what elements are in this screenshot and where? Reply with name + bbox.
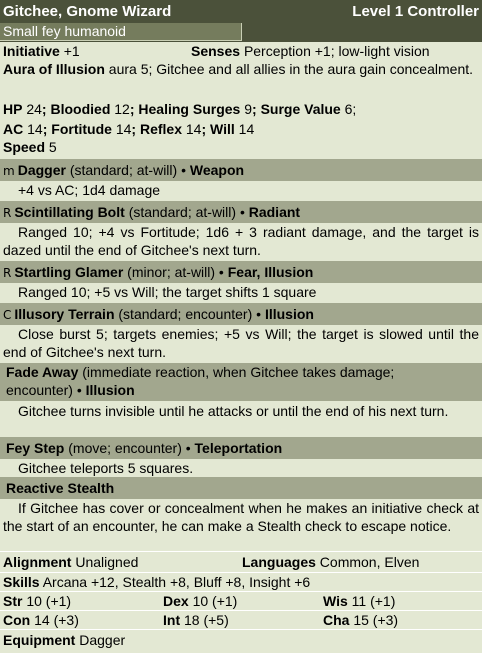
speed-row: Speed 5 — [3, 139, 57, 155]
alignment-row: Alignment Unaligned — [3, 554, 139, 570]
power-fey-step-desc: Gitchee teleports 5 squares. — [18, 460, 194, 476]
aura-row: Aura of Illusion aura 5; Gitchee and all allies in the aura gain concealment. — [3, 61, 474, 77]
ability-int: Int 18 (+5) — [163, 612, 229, 628]
power-reactive-stealth-header: Reactive Stealth — [0, 477, 482, 499]
divider — [0, 629, 482, 630]
creature-level: Level 1 Controller — [352, 3, 479, 20]
power-scintillating-bolt-desc: Ranged 10; +4 vs Fortitude; 1d6 + 3 radiant damage, and the target is dazed until the end of Gitchee's next turn. — [3, 224, 479, 258]
hp-row: HP 24; Bloodied 12; Healing Surges 9; Surge Value 6; — [3, 101, 357, 117]
languages-row: Languages Common, Elven — [242, 554, 420, 570]
equipment-row: Equipment Dagger — [3, 632, 126, 648]
power-fade-away-header: Fade Away (immediate reaction, when Gitchee takes damage; encounter) • Illusion — [0, 363, 482, 401]
creature-type-row — [0, 23, 482, 42]
power-illusory-terrain-header: C Illusory Terrain (standard; encounter) • Illusion — [0, 303, 482, 325]
initiative-row: Initiative +1 — [3, 43, 80, 59]
ability-cha: Cha 15 (+3) — [323, 612, 399, 628]
melee-icon: m — [3, 164, 15, 178]
ranged-icon: R — [3, 266, 12, 280]
stat-block-header — [0, 0, 482, 23]
ability-str: Str 10 (+1) — [3, 593, 72, 609]
senses-value: Perception +1; low-light vision — [243, 43, 430, 59]
power-fey-step-header: Fey Step (move; encounter) • Teleportation — [0, 437, 482, 459]
divider — [0, 591, 482, 592]
ability-con: Con 14 (+3) — [3, 612, 79, 628]
creature-name: Gitchee, Gnome Wizard — [3, 3, 172, 20]
power-dagger-desc: +4 vs AC; 1d4 damage — [18, 182, 161, 198]
power-startling-glamer-desc: Ranged 10; +5 vs Will; the target shifts 1 square — [18, 284, 317, 300]
skills-row: Skills Arcana +12, Stealth +8, Bluff +8, Insight +6 — [3, 574, 311, 590]
power-startling-glamer-header: R Startling Glamer (minor; at-will) • Fear, Illusion — [0, 261, 482, 283]
power-reactive-stealth-desc: If Gitchee has cover or concealment when he makes an initiative check at the start of an encounter, he can make a Stealth check to escape notice. — [3, 500, 479, 534]
power-dagger-header: m Dagger (standard; at-will) • Weapon — [0, 159, 482, 181]
power-scintillating-bolt-header: R Scintillating Bolt (standard; at-will) • Radiant — [0, 201, 482, 223]
senses-row: Senses Perception +1; low-light vision — [191, 43, 430, 59]
creature-type: Small fey humanoid — [0, 23, 242, 41]
defenses-row: AC 14; Fortitude 14; Reflex 14; Will 14 — [3, 121, 255, 137]
ability-wis: Wis 11 (+1) — [323, 593, 396, 609]
close-attack-icon: C — [3, 308, 12, 322]
aura-value: aura 5; Gitchee and all allies in the aura gain concealment. — [108, 61, 474, 77]
ability-dex: Dex 10 (+1) — [163, 593, 238, 609]
power-illusory-terrain-desc: Close burst 5; targets enemies; +5 vs Will; the target is slowed until the end of Gitchee's next turn. — [3, 326, 479, 360]
initiative-value: +1 — [63, 43, 80, 59]
divider — [0, 551, 482, 552]
power-fade-away-desc: Gitchee turns invisible until he attacks or until the end of his next turn. — [18, 403, 449, 419]
ranged-icon: R — [3, 206, 12, 220]
